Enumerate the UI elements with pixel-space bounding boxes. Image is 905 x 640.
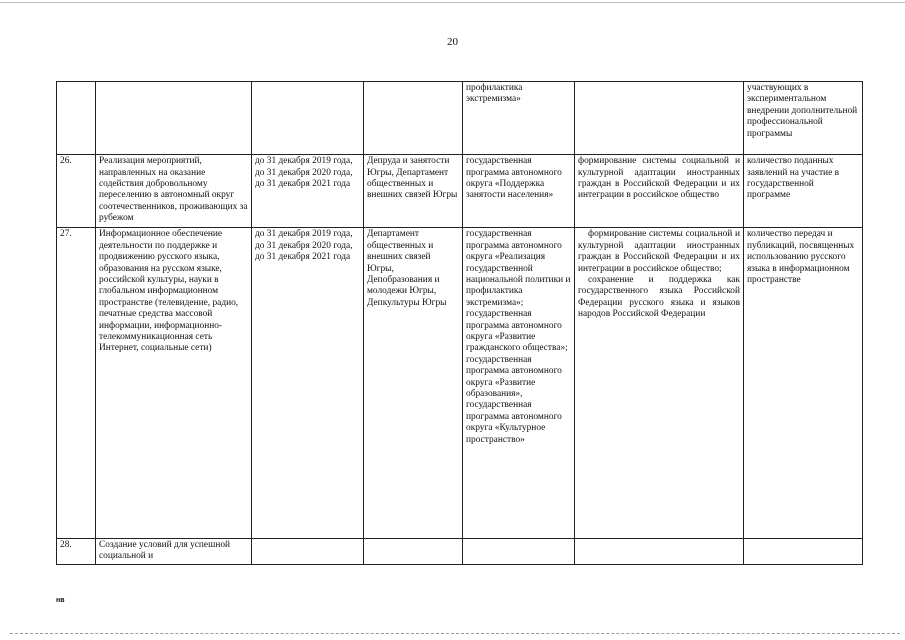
table-row [57, 538, 863, 564]
indicator-cell [744, 538, 863, 564]
deadline-cell: до 31 декабря 2019 года, до 31 декабря 2020 года, до 31 декабря 2021 года [252, 155, 364, 228]
task-cell [575, 538, 744, 564]
row-number: 26. [57, 155, 96, 228]
row-number: 28. [57, 538, 96, 564]
measures-table [56, 81, 863, 565]
indicator-cell: участвующих в экспериментальном внедрении дополнительной профессиональной программы [744, 82, 863, 155]
task-cell [575, 82, 744, 155]
executors-cell [364, 82, 463, 155]
task-paragraph: формирование системы социальной и культурной адаптации иностранных граждан в Российской Федерации и их интеграции в российское общество; [578, 229, 740, 274]
deadline-cell [252, 82, 364, 155]
task-paragraph: сохранение и поддержка как государственного языка Российской Федерации русского языка и языков народов Российской Федерации [578, 274, 740, 320]
program-cell: профилактика экстремизма» [463, 82, 575, 155]
task-cell [575, 228, 744, 539]
scan-edge-bottom [10, 633, 900, 634]
deadline-cell: до 31 декабря 2019 года, до 31 декабря 2020 года, до 31 декабря 2021 года [252, 228, 364, 539]
executors-cell [364, 538, 463, 564]
row-number: 27. [57, 228, 96, 539]
executors-cell: Депруда и занятости Югры, Департамент общественных и внешних связей Югры [364, 155, 463, 228]
table-row [57, 82, 863, 155]
scan-edge-top [0, 2, 905, 3]
activity-cell [96, 82, 252, 155]
table-row [57, 155, 863, 228]
table-row [57, 228, 863, 539]
task-paragraph: формирование системы социальной и культурной адаптации иностранных граждан в Российской Федерации и их интеграции в российское общество [578, 156, 740, 201]
program-cell [463, 538, 575, 564]
task-cell [575, 155, 744, 228]
activity-cell: Реализация мероприятий, направленных на оказание содействия добровольному переселению в автономный округ соотечественников, проживающих за рубежом [96, 155, 252, 228]
indicator-cell: количество передач и публикаций, посвященных использованию русского языка в информационном пространстве [744, 228, 863, 539]
page-number: 20 [447, 36, 458, 48]
footer-mark: нв [56, 597, 65, 604]
deadline-cell [252, 538, 364, 564]
program-cell: государственная программа автономного округа «Поддержка занятости населения» [463, 155, 575, 228]
program-cell: государственная программа автономного округа «Реализация государственной национальной политики и профилактика экстремизма»; государственная программа автономного округа «Развитие гражданского общества»; государственная программа автономного округа «Развитие образования», государственная программа автономного округа «Культурное пространство» [463, 228, 575, 539]
row-number [57, 82, 96, 155]
indicator-cell: количество поданных заявлений на участие в государственной программе [744, 155, 863, 228]
activity-cell: Создание условий для успешной социальной и [96, 538, 252, 564]
executors-cell: Департамент общественных и внешних связей Югры, Депобразования и молодежи Югры, Депкультуры Югры [364, 228, 463, 539]
activity-cell: Информационное обеспечение деятельности по поддержке и продвижению русского языка, образования на русском языке, российской культуры, науки в глобальном информационном пространстве (телевидение, радио, печатные средства массовой информации, информационно-телекоммуникационная сеть Интернет, социальные сети) [96, 228, 252, 539]
